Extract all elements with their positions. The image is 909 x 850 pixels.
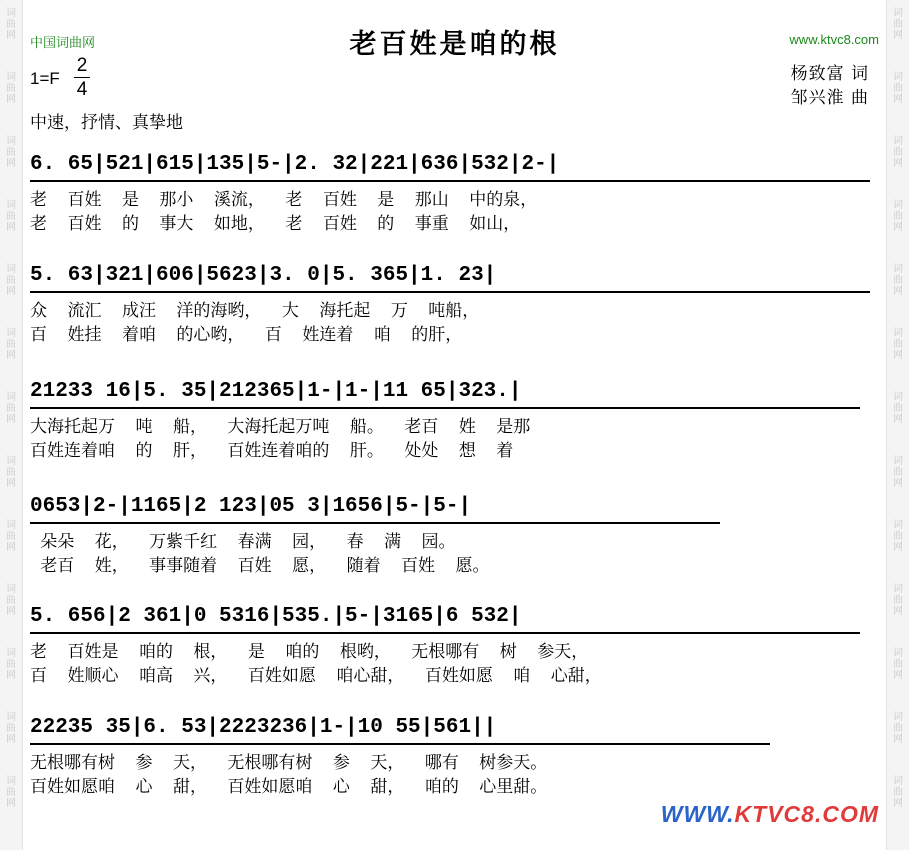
notation-line: 5. 63|321|606|5623|3. 0|5. 365|1. 23| xyxy=(30,264,497,287)
side-watermark: 词 曲 网 xyxy=(6,456,16,489)
beam-line xyxy=(30,407,860,409)
side-watermark: 词 曲 网 xyxy=(893,648,903,681)
site-name-label: 中国词曲网 xyxy=(30,36,96,51)
lyric-verse-2: 百姓连着咱 的 肝， 百姓连着咱的 肝。 处处 想 着 xyxy=(30,441,514,461)
lyric-verse-1: 众 流汇 成汪 洋的海哟， 大 海托起 万 吨船， xyxy=(30,301,480,321)
notation-line: 21233 16|5. 35|212365|1-|1-|11 65|323.| xyxy=(30,380,522,403)
time-signature-bottom: 4 xyxy=(76,79,88,100)
page-title: 老百姓是咱的根 xyxy=(349,29,560,60)
lyric-verse-1: 朵朵 花， 万紫千红 春满 园， 春 满 园。 xyxy=(30,532,456,552)
side-watermark: 词 曲 网 xyxy=(893,328,903,361)
watermark-text: KTVC8.COM xyxy=(734,801,879,827)
beam-line xyxy=(30,743,770,745)
side-watermark: 词 曲 网 xyxy=(893,8,903,41)
side-watermark: 词 曲 网 xyxy=(6,584,16,617)
time-signature-line xyxy=(74,77,90,78)
notation-line: 0653|2-|1165|2 123|05 3|1656|5-|5-| xyxy=(30,495,472,518)
side-watermark: 词 曲 网 xyxy=(6,776,16,809)
lyric-verse-2: 百 姓顺心 咱高 兴， 百姓如愿 咱心甜， 百姓如愿 咱 心甜， xyxy=(30,666,602,686)
side-watermark: 词 曲 网 xyxy=(6,72,16,105)
composer-credit: 邹兴淮 曲 xyxy=(790,88,869,108)
side-watermark: 词 曲 网 xyxy=(6,264,16,297)
site-watermark: WWW.KTVC8.COM xyxy=(660,801,879,827)
time-signature-top: 2 xyxy=(76,55,88,76)
side-watermark: 词 曲 网 xyxy=(893,200,903,233)
side-watermark: 词 曲 网 xyxy=(893,520,903,553)
side-watermark: 词 曲 网 xyxy=(6,520,16,553)
side-watermark: 词 曲 网 xyxy=(6,392,16,425)
side-watermark: 词 曲 网 xyxy=(893,776,903,809)
side-watermark: 词 曲 网 xyxy=(893,264,903,297)
side-watermark: 词 曲 网 xyxy=(6,200,16,233)
lyric-verse-1: 大海托起万 吨 船， 大海托起万吨 船。 老百 姓 是那 xyxy=(30,417,531,437)
lyric-verse-2: 老百 姓， 事事随着 百姓 愿， 随着 百姓 愿。 xyxy=(30,556,490,576)
side-watermark: 词 曲 网 xyxy=(893,72,903,105)
beam-line xyxy=(30,180,870,182)
key-signature: 1=F xyxy=(30,69,60,88)
lyric-verse-1: 老 百姓是 咱的 根， 是 咱的 根哟， 无根哪有 树 参天， xyxy=(30,642,589,662)
side-watermark: 词 曲 网 xyxy=(6,712,16,745)
side-watermark: 词 曲 网 xyxy=(6,648,16,681)
notation-line: 5. 656|2 361|0 5316|535.|5-|3165|6 532| xyxy=(30,605,522,628)
notation-line: 6. 65|521|615|135|5-|2. 32|221|636|532|2-| xyxy=(30,153,560,176)
lyric-verse-1: 老 百姓 是 那小 溪流， 老 百姓 是 那山 中的泉， xyxy=(30,190,538,210)
site-url-label: www.ktvc8.com xyxy=(789,32,879,47)
beam-line xyxy=(30,291,870,293)
beam-line xyxy=(30,632,860,634)
side-watermark: 词 曲 网 xyxy=(893,456,903,489)
side-watermark: 词 曲 网 xyxy=(893,392,903,425)
side-watermark: 词 曲 网 xyxy=(893,712,903,745)
lyricist-credit: 杨致富 词 xyxy=(790,64,869,84)
side-watermark: 词 曲 网 xyxy=(6,136,16,169)
lyric-verse-1: 无根哪有树 参 天， 无根哪有树 参 天， 哪有 树参天。 xyxy=(30,753,548,773)
side-watermark: 词 曲 网 xyxy=(893,584,903,617)
time-signature xyxy=(74,55,90,100)
lyric-verse-2: 老 百姓 的 事大 如地， 老 百姓 的 事重 如山， xyxy=(30,214,521,234)
lyric-verse-2: 百姓如愿咱 心 甜， 百姓如愿咱 心 甜， 咱的 心里甜。 xyxy=(30,777,548,797)
lyric-verse-2: 百 姓挂 着咱 的心哟， 百 姓连着 咱 的肝， xyxy=(30,325,463,345)
notation-line: 22235 35|6. 53|2223236|1-|10 55|561|| xyxy=(30,716,497,739)
side-watermark: 词 曲 网 xyxy=(893,136,903,169)
tempo-marking: 中速，抒情、真挚地 xyxy=(30,113,183,133)
side-watermark: 词 曲 网 xyxy=(6,8,16,41)
beam-line xyxy=(30,522,720,524)
side-watermark: 词 曲 网 xyxy=(6,328,16,361)
